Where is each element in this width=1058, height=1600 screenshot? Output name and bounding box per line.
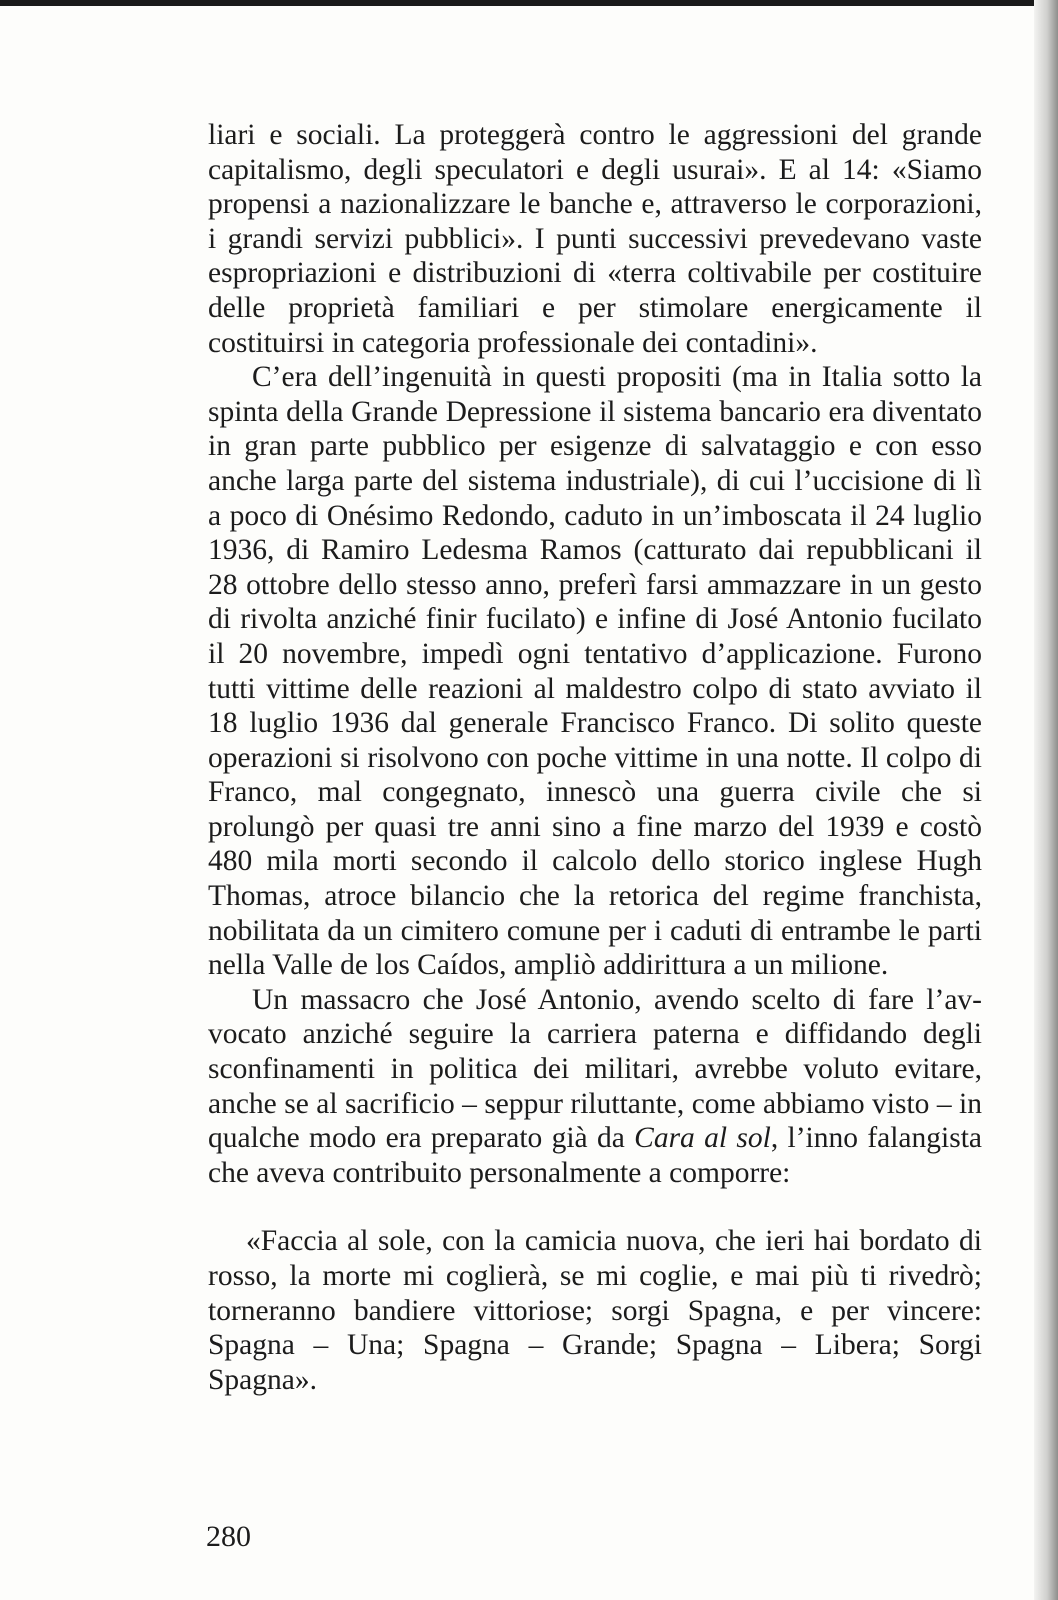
paragraph-massacre-start: Un massacro che José Antonio, avendo scelto di fare l’avvocato anziché seguire la carriera paterna e diffidando degli sconfinamenti in politica dei militari, avrebbe voluto evitare, anche se al sacrificio – seppur riluttante, come abbiamo visto – in qualche modo era preparato già da: [208, 983, 982, 1155]
page-spine-shadow: [1034, 0, 1058, 1600]
paragraph-continued: liari e sociali. La proteggerà contro le aggressioni del grande capitalismo, degli speculatori e degli usurai». E al 14: «Siamo propensi a nazionalizzare le banche e, attraverso le corporazioni, i grandi servizi pubblici». I punti successivi prevedevano vaste espropriazioni e distribuzioni di «terra coltivabile per costituire delle proprietà familiari e per stimolare energicamente il costituirsi in categoria professionale dei contadini».: [208, 119, 982, 359]
paragraph-ingenuity: C’era dell’ingenuità in questi propositi (ma in Italia sotto la spinta della Grande Depressione il sistema bancario era diventato in gran parte pubblico per esigenze di salvataggio e con esso anche larga parte del sistema industriale), di cui l’uccisione di lì a poco di Onésimo Redondo, caduto in un’imboscata il 24 luglio 1936, di Ramiro Ledesma Ramos (catturato dai repubblicani il 28 ottobre dello stesso anno, preferì farsi ammazzare in un gesto di rivolta anziché finir fucilato) e infine di José Antonio fucilato il 20 novembre, impedì ogni tentativo d’applicazione. Furono tutti vittime delle reazioni al maldestro colpo di stato avviato il 18 luglio 1936 dal generale Francisco Franco. Di solito queste operazioni si risolvono con poche vittime in una notte. Il colpo di Franco, mal congegnato, innescò una guerra civile che si prolungò per quasi tre anni sino a fine marzo del 1939 e costò 480 mila morti secondo il calcolo dello storico inglese Hugh Thomas, atroce bilancio che la retorica del regime franchista, nobilitata da un cimitero comune per i caduti di entrambe le parti nella Valle de los Caídos, ampliò addirittura a un milione.: [208, 361, 982, 982]
anthem-quote: «Faccia al sole, con la camicia nuova, che ieri hai bordato di rosso, la morte mi coglierà, se mi coglie, e mai più ti rivedrò; torneranno bandiere vittoriose; sorgi Spagna, e per vincere: Spagna – Una; Spagna – Grande; Spagna – Libera; Sorgi Spagna».: [208, 1225, 982, 1396]
top-edge-rule: [0, 0, 1040, 6]
body-text: [208, 118, 982, 1397]
paragraph-massacre: [208, 983, 982, 1191]
page-number: 280: [206, 1520, 251, 1553]
song-title: Cara al sol: [634, 1122, 771, 1155]
paragraph-massacre-end: , l’inno falangista che aveva contribuito personalmente a comporre:: [208, 1122, 982, 1189]
